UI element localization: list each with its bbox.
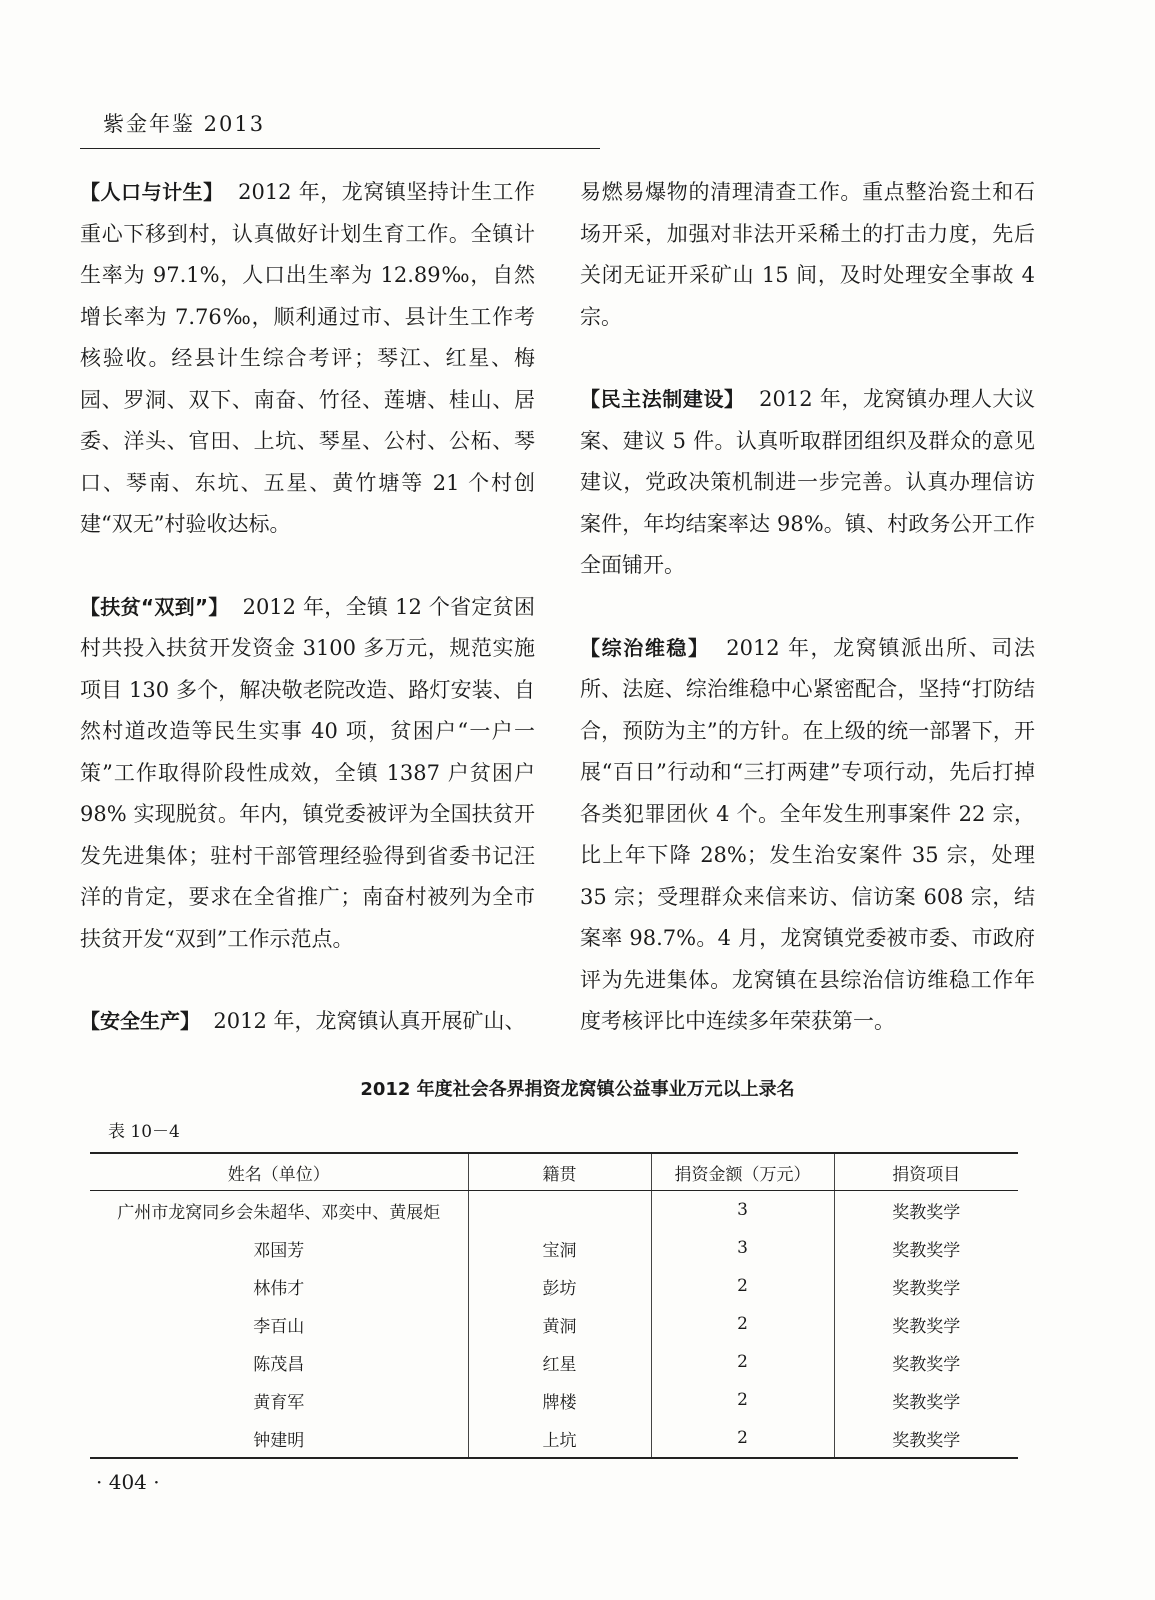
donation-amount: 2 — [651, 1267, 834, 1305]
donation-project: 奖教奖学 — [834, 1343, 1018, 1381]
page-number: · 404 · — [96, 1470, 160, 1494]
donation-amount: 3 — [651, 1191, 834, 1230]
donation-amount: 3 — [651, 1229, 834, 1267]
table-row — [90, 1229, 1018, 1267]
section-body: 2012 年，全镇 12 个省定贫困村共投入扶贫开发资金 3100 多万元，规范实施项目 130 多个，解决敬老院改造、路灯安装、自然村道改造等民生实事 40 项，贫困户“一户一策”工作取得阶段性成效，全镇 1387 户贫困户 98% 实现脱贫。年内，镇党委被评为全国扶贫开发先进集体；驻村干部管理经验得到省委书记汪洋的肯定，要求在全省推广；南奋村被列为全市扶贫开发“双到”工作示范点。 — [80, 594, 535, 951]
right-column — [580, 172, 1035, 1043]
column-header-hometown: 籍贯 — [468, 1153, 651, 1191]
section-safety — [80, 1001, 535, 1043]
donation-project: 奖教奖学 — [834, 1305, 1018, 1343]
running-header: 紫金年鉴 2013 — [103, 112, 266, 136]
section-title: 【扶贫“双到”】 — [80, 594, 229, 619]
column-header-project: 捐资项目 — [834, 1153, 1018, 1191]
section-body: 2012 年，龙窝镇认真开展矿山、 — [213, 1009, 526, 1033]
donor-hometown: 黄洞 — [468, 1305, 651, 1343]
donation-project: 奖教奖学 — [834, 1419, 1018, 1458]
donation-amount: 2 — [651, 1343, 834, 1381]
section-democracy — [580, 379, 1035, 587]
donor-name: 钟建明 — [90, 1419, 468, 1458]
section-title: 【综治维稳】 — [580, 635, 710, 660]
table-code: 表 10－4 — [108, 1122, 180, 1142]
donor-name: 陈茂昌 — [253, 1354, 305, 1375]
donor-hometown: 彭坊 — [468, 1267, 651, 1305]
section-body: 易燃易爆物的清理清查工作。重点整治瓷土和石场开采，加强对非法开采稀土的打击力度，先后关闭无证开采矿山 15 间，及时处理安全事故 4 宗。 — [580, 180, 1035, 329]
table-row — [90, 1305, 1018, 1343]
donation-project: 奖教奖学 — [834, 1267, 1018, 1305]
section-stability — [580, 628, 1035, 1043]
section-safety-continued — [580, 172, 1035, 338]
section-population — [80, 172, 535, 546]
section-title: 【民主法制建设】 — [580, 387, 745, 411]
column-header-amount: 捐资金额（万元） — [651, 1153, 834, 1191]
section-body: 2012 年，龙窝镇坚持计生工作重心下移到村，认真做好计划生育工作。全镇计生率为 97.1%，人口出生率为 12.89‰，自然增长率为 7.76‰，顺利通过市、县计生工作考核验收。经县计生综合考评；琴江、红星、梅园、罗洞、双下、南奋、竹径、莲塘、桂山、居委、洋头、官田、上坑、琴星、公村、公柘、琴口、琴南、东坑、五星、黄竹塘等 21 个村创建“双无”村验收达标。 — [80, 180, 535, 536]
donor-name: 邓国芳 — [253, 1240, 305, 1261]
donor-hometown: 红星 — [468, 1343, 651, 1381]
donation-amount: 2 — [651, 1305, 834, 1343]
section-title: 【安全生产】 — [80, 1009, 200, 1033]
donor-hometown — [468, 1191, 651, 1230]
donation-amount: 2 — [651, 1381, 834, 1419]
donation-amount: 2 — [651, 1419, 834, 1458]
section-body: 2012 年，龙窝镇派出所、司法所、法庭、综治维稳中心紧密配合，坚持“打防结合，预防为主”的方针。在上级的统一部署下，开展“百日”行动和“三打两建”专项行动，先后打掉各类犯罪团伙 4 个。全年发生刑事案件 22 宗，比上年下降 28%；发生治安案件 35 宗，处理 35 宗；受理群众来信来访、信访案 608 宗，结案率 98.7%。4 月，龙窝镇党委被市委、市政府评为先进集体。龙窝镇在县综治信访维稳工作年度考核评比中连续多年荣获第一。 — [580, 635, 1036, 1033]
table-row — [90, 1381, 1018, 1419]
donation-project: 奖教奖学 — [834, 1381, 1018, 1419]
donor-name: 林伟才 — [253, 1278, 305, 1299]
table-row — [90, 1419, 1018, 1458]
donor-name: 黄育军 — [253, 1392, 305, 1413]
section-title: 【人口与计生】 — [80, 180, 224, 204]
column-header-name: 姓名（单位） — [90, 1153, 468, 1191]
donation-project: 奖教奖学 — [834, 1229, 1018, 1267]
donor-name: 李百山 — [253, 1316, 305, 1337]
left-column — [80, 172, 535, 1043]
donation-project: 奖教奖学 — [834, 1191, 1018, 1230]
section-body: 2012 年，龙窝镇办理人大议案、建议 5 件。认真听取群团组织及群众的意见建议，党政决策机制进一步完善。认真办理信访案件，年均结案率达 98%。镇、村政务公开工作全面铺开。 — [580, 387, 1036, 577]
header-rule — [80, 148, 600, 149]
table-row — [90, 1267, 1018, 1305]
donor-name: 广州市龙窝同乡会朱超华、邓奕中、黄展炬 — [117, 1202, 441, 1223]
donor-hometown: 上坑 — [468, 1419, 651, 1458]
table-row — [90, 1191, 1018, 1230]
table-header-row — [90, 1153, 1018, 1191]
table-title: 2012 年度社会各界捐资龙窝镇公益事业万元以上录名 — [360, 1079, 795, 1100]
table-row — [90, 1343, 1018, 1381]
donors-table — [90, 1152, 1018, 1459]
section-poverty — [80, 587, 535, 961]
donor-hometown: 牌楼 — [468, 1381, 651, 1419]
donor-hometown: 宝洞 — [468, 1229, 651, 1267]
